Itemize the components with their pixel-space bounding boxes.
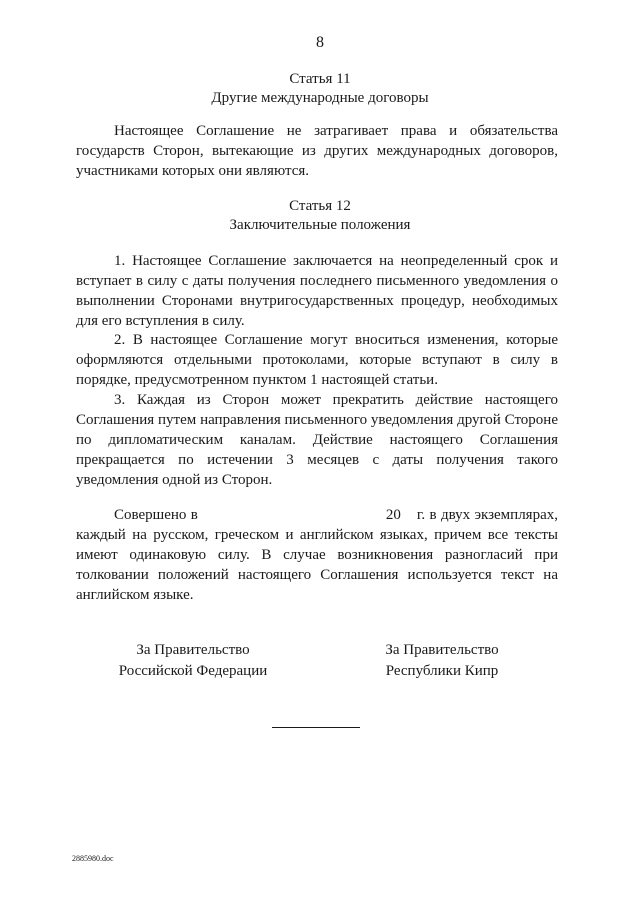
article-11-subtitle: Другие международные договоры bbox=[211, 90, 429, 106]
done-in-rest: г. в двух экземплярах, каждый на русском, греческом и английском языках, причем все тексты имеют одинаковую силу. В случае возникновения разногласий при толковании положений настоящего Соглашения используется текст на английском языке. bbox=[76, 507, 558, 603]
signature-block-left bbox=[90, 640, 296, 682]
article-12-paragraph-3: 3. Каждая из Сторон может прекратить действие настоящего Соглашения путем направления письменного уведомления другой Стороне по дипломатическим каналам. Действие настоящего Соглашения прекращается по истечении 3 месяцев с даты получения такого уведомления одной из Сторон. bbox=[76, 392, 558, 488]
article-12-paragraph-2: 2. В настоящее Соглашение могут вноситься изменения, которые оформляются отдельными протоколами, которые вступают в силу в порядке, предусмотренном пунктом 1 настоящей статьи. bbox=[76, 332, 558, 388]
file-reference: 2885980.doc bbox=[72, 854, 114, 863]
article-11-title: Статья 11 bbox=[289, 71, 351, 87]
article-12-paragraph-1: 1. Настоящее Соглашение заключается на неопределенный срок и вступает в силу с даты получения последнего письменного уведомления о выполнении Сторонами внутригосударственных процедур, необходимых для его вступления в силу. bbox=[76, 253, 558, 329]
done-in-paragraph bbox=[76, 505, 558, 605]
done-in-year: 20 bbox=[385, 507, 401, 523]
done-in-lead: Совершено в bbox=[114, 507, 198, 523]
page-number: 8 bbox=[316, 34, 324, 51]
article-12-subtitle: Заключительные положения bbox=[229, 217, 411, 233]
end-separator-line bbox=[272, 727, 360, 728]
signature-block-right bbox=[362, 640, 522, 682]
signature-right-line-2: Республики Кипр bbox=[385, 663, 499, 679]
article-12-title: Статья 12 bbox=[289, 198, 351, 214]
signature-left-line-2: Российской Федерации bbox=[118, 663, 268, 679]
article-11-paragraph: Настоящее Соглашение не затрагивает права и обязательства государств Сторон, вытекающие из других международных договоров, участниками которых они являются. bbox=[76, 123, 558, 179]
signature-right-line-1: За Правительство bbox=[385, 642, 499, 658]
signature-left-line-1: За Правительство bbox=[136, 642, 250, 658]
